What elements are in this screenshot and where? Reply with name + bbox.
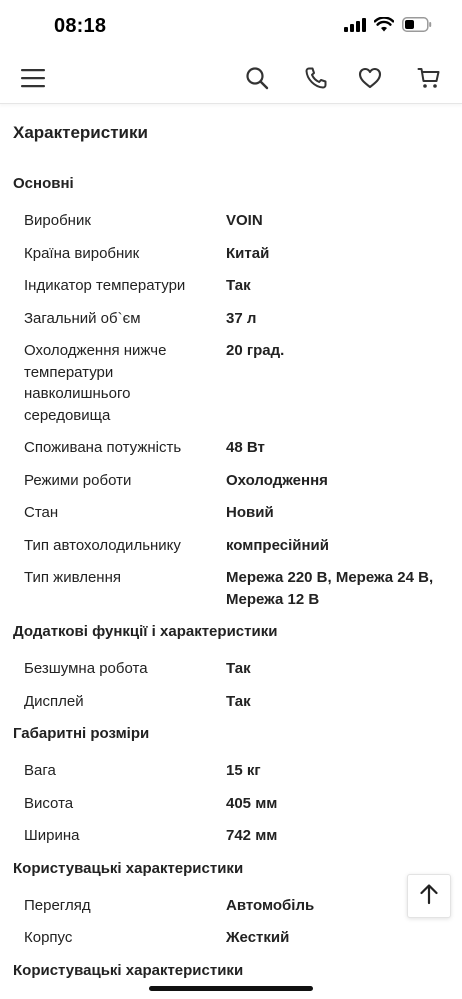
spec-value: Автомобіль [226,896,315,914]
status-time: 08:18 [54,15,107,37]
spec-label: Режими роботи [24,471,132,489]
spec-row [13,470,462,492]
spec-value: компресійний [226,536,329,554]
spec-value: 48 Вт [226,439,265,456]
scroll-to-top-button[interactable] [407,874,451,918]
spec-label: Стан [24,504,59,521]
header [0,56,462,104]
spec-value: Жесткий [226,929,290,946]
menu-button[interactable] [17,64,49,96]
spec-row [13,275,462,297]
section-title-dimensions: Габаритні розміри [13,725,150,742]
wifi-icon [374,17,394,37]
spec-value: 20 град. [226,342,285,359]
spec-row [13,535,462,557]
spec-value: Так [226,277,251,294]
spec-value: 742 мм [226,827,278,844]
spec-label: Корпус [24,929,73,946]
spec-label: Виробник [24,212,91,229]
spec-label: Безшумна робота [24,660,148,677]
hamburger-menu-icon [21,68,45,93]
spec-row [13,825,462,847]
spec-value: Новий [226,504,274,521]
cart-icon [417,66,441,95]
spec-label: Висота [24,794,74,812]
section-title-user-2: Користувацькі характеристики [13,961,244,979]
battery-icon [402,17,432,37]
characteristics-content [0,121,462,981]
cellular-signal-icon [344,18,366,37]
spec-row [13,340,462,426]
spec-value: 15 кг [226,762,261,779]
spec-row [13,567,462,610]
spec-value: Мережа 220 В, Мережа 24 В, Мережа 12 В [226,569,434,608]
spec-row [13,502,462,524]
spec-row [13,793,462,815]
arrow-up-icon [418,883,440,910]
search-button[interactable] [241,64,273,96]
phone-icon [304,66,328,95]
section-title-user: Користувацькі характеристики [13,859,244,877]
spec-value: Охолодження [226,471,328,489]
spec-value: Так [226,692,251,710]
spec-row [13,691,462,713]
spec-value: Так [226,660,251,677]
spec-row [13,308,462,330]
spec-row [13,437,462,459]
spec-label: Ширина [24,827,80,844]
wishlist-button[interactable] [354,64,386,96]
spec-row [13,927,462,949]
spec-label: Охолодження нижче температури навколишнього середовища [24,342,167,424]
phone-button[interactable] [300,64,332,96]
spec-label: Споживана потужність [24,439,182,456]
spec-row [13,210,462,232]
spec-value: Китай [226,244,270,262]
spec-value: 405 мм [226,794,278,812]
spec-value: 37 л [226,309,257,327]
spec-value: VOIN [226,212,263,229]
page-title: Характеристики [13,123,148,142]
spec-label: Загальний об`єм [24,309,141,327]
status-icons [344,17,432,37]
spec-row [13,895,462,917]
spec-row [13,658,462,680]
spec-label: Дисплей [24,692,84,710]
spec-row [13,243,462,265]
spec-label: Перегляд [24,896,91,914]
spec-label: Індикатор температури [24,277,186,294]
cart-button[interactable] [413,64,445,96]
spec-label: Країна виробник [24,244,140,262]
spec-row [13,760,462,782]
section-title-additional: Додаткові функції і характеристики [13,623,278,640]
home-indicator [149,986,313,991]
spec-label: Тип автохолодильнику [24,536,181,554]
spec-label: Тип живлення [24,569,121,586]
heart-icon [358,67,382,94]
spec-label: Вага [24,762,56,779]
search-icon [245,66,269,95]
section-title-basic: Основні [13,175,74,192]
status-bar [0,0,462,56]
